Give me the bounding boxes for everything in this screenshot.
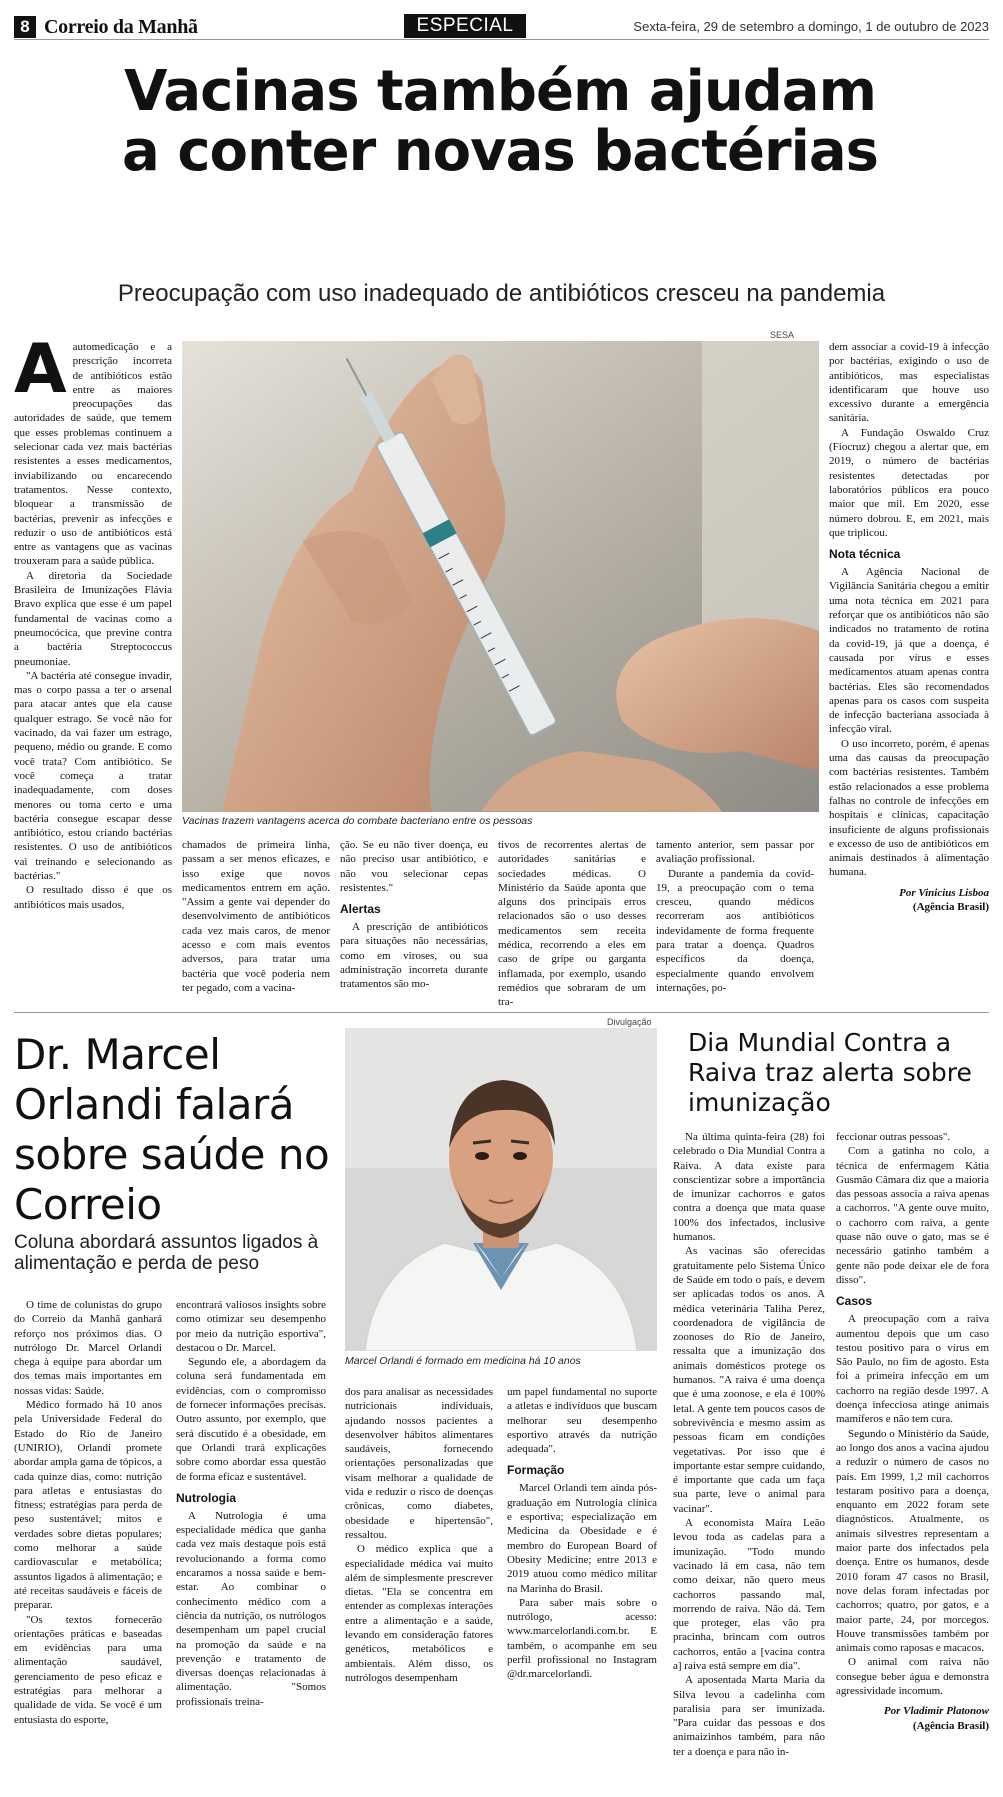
story1-column-6 xyxy=(829,340,989,914)
paragraph: tamento anterior, sem passar por avaliação profissional. xyxy=(656,839,814,866)
paragraph: O time de colunistas do grupo do Correio da Manhã ganhará reforço nos próximos dias. O nutrólogo Dr. Marcel Orlandi chega à equipe para abordar um dos temas mais importantes em nossas vidas: Saúde. xyxy=(14,1299,162,1397)
paragraph: ção. Se eu não tiver doença, eu não preciso usar antibiótico, e não vou selecionar cepas resistentes." xyxy=(340,839,488,894)
paragraph: O animal com raiva não consegue beber água e demonstra agressividade incomum. xyxy=(836,1656,989,1697)
paragraph: A Fundação Oswaldo Cruz (Fiocruz) chegou a alertar que, em 2019, o número de bactérias resistentes detectadas por laboratórios públicos era pouco maior que mil. Em 2020, esse número dobrou. E, em 2021, mais que triplicou. xyxy=(829,426,989,539)
paragraph: "A bactéria até consegue invadir, mas o corpo passa a ter o arsenal para atacar antes que ela cause qualquer estrago. Se você não for vacinado, da vai fazer um estrago, pequeno, médio ou grande. E como você trata? Com antibiótico. Se você começa a tratar inadequadamente, com doses menores ou toma certo e uma bactéria consegue escapar desse antibiótico, estou criando bactérias resistentes. O uso de antibióticos vai treinando e selecionando as bactérias." xyxy=(14,669,172,882)
issue-date: Sexta-feira, 29 de setembro a domingo, 1 de outubro de 2023 xyxy=(633,19,989,34)
paragraph: Segundo ele, a abordagem da coluna será fundamentada em evidências, com o compromisso de fornecer informações precisas. Outro assunto, por exemplo, que será discutido é a obesidade, em que Orlandi trará explicações sobre como abordar essa questão de forma eficaz e sustentável. xyxy=(176,1356,326,1483)
paragraph: automedicação e a prescrição incorreta de antibióticos estão entre as maiores preocupações das autoridades de saúde, que temem que esses problemas continuem a selecionar cada vez mais bactérias resistentes a esses medicamentos, inviabilizando ou encarecendo tratamentos. Nesse contexto, bloquear a transmissão de bactérias, prevenir as infecções e reduzir o uso de antibióticos está entre as vantagens que as vacinas trouxeram para a saúde pública. xyxy=(14,341,172,568)
photo-caption: Vacinas trazem vantagens acerca do combate bacteriano entre os pessoas xyxy=(182,815,533,827)
subheading-casos: Casos xyxy=(836,1294,873,1309)
paragraph: dem associar a covid-19 à infecção por bactérias, exigindo o uso de antibióticos, mas especialistas identificaram que houve uso excessivo durante a emergência sanitária. xyxy=(829,341,989,425)
paragraph: As vacinas são oferecidas gratuitamente pelo Sistema Único de Saúde em todo o país, e devem ser aplicadas todos os anos. A médica veterinária Taliha Perez, coordenadora de vigilância de zoonoses do Rio de Janeiro, ressalta que a imunização dos animais domésticos protege os humanos. "A raiva é uma doença que é uma zoonose, e ela é 100% letal. A gente tem poucos casos de sobrevivência e mesmo assim as pessoas ficam em condições vegetativas. Por isso que é importante estar sempre cuidando, é importante que cada um faça sua parte, leve o animal para vacinar". xyxy=(673,1245,825,1515)
main-headline: Vacinas também ajudam a conter novas bactérias xyxy=(122,59,878,184)
photo-credit: SESA xyxy=(770,330,795,340)
story1-column-4 xyxy=(498,838,646,1010)
paragraph: Na última quinta-feira (28) foi celebrado o Dia Mundial Contra a Raiva. A data existe para conscientizar sobre a importância de imunizar cachorros e gatos contra a doença que mata quase 100% dos infectados, inclusive humanos. xyxy=(673,1131,825,1244)
story1-column-1 xyxy=(14,330,172,912)
paragraph: chamados de primeira linha, passam a ser menos eficazes, e isso exige que novos medicamentos entrem em ação. "Assim a gente vai depender do desenvolvimento de antibióticos cada vez mais caros, de menor acesso e com mais eventos adversos, para tratar uma bactéria que você poderia nem ter pegado, com a vacina- xyxy=(182,839,330,994)
paragraph: "Os textos fornecerão orientações práticas e baseadas em evidências para uma alimentação saudável, gerenciamento de peso eficaz e estratégias para melhorar a qualidade de vida. Se você é um entusiasta do esporte, xyxy=(14,1613,162,1726)
agency-credit: (Agência Brasil) xyxy=(912,1719,989,1732)
paragraph: A economista Maíra Leão levou toda as cadelas para a imunização. "Todo mundo vacinado lá em casa, não tem como deixar, não quero meus cachorros passando mal, morrendo de raiva. Não dá. Tem que proteger, elas vão pra pracinha, brincam com outros cachorros, então a [vacina contra a] raiva está sempre em dia". xyxy=(673,1517,825,1672)
paragraph: um papel fundamental no suporte a atletas e indivíduos que buscam melhorar seu desempenho esportivo através da nutrição adequada". xyxy=(507,1386,657,1456)
paragraph: Médico formado há 10 anos pela Universidade Federal do Estado do Rio de Janeiro (UNIRIO), Orlandi promete abordar ampla gama de tópicos, a cada quinze dias, como: nutrição para atletas e entusiastas do fitness; estratégias para perda de peso sustentável; mitos e verdades sobre dietas populares; como melhorar a saúde cardiovascular e metabólica; assuntos ligados à alimentação; e até receitas saudáveis e fáceis de preparar. xyxy=(14,1399,162,1612)
story2-column-2 xyxy=(176,1298,326,1709)
paragraph: encontrará valiosos insights sobre como otimizar seu desempenho por meio da nutrição esportiva", destacou o Dr. Marcel. xyxy=(176,1299,326,1354)
page-header xyxy=(14,14,989,40)
orlandi-headline: Dr. Marcel Orlandi falará sobre saúde no Correio xyxy=(14,1030,330,1229)
paragraph: Segundo o Ministério da Saúde, ao longo dos anos a vacina ajudou a reduzir o número de casos no país. Em 1999, 1,2 mil cachorros testaram positivo para a doença, enquanto em 2022 foram sete diagnósticos. Atualmente, os animais silvestres representam a maior parte dos infectados pela doença. Entre os humanos, desde 2010 foram 47 casos no Brasil, nove delas foram infectadas por cachorros; quatro, por gatos, e a maior parte, 24, por morcegos. Houve transmissões também por animais como raposas e macacos. xyxy=(836,1427,989,1655)
drop-cap: A xyxy=(14,330,67,409)
raiva-headline: Dia Mundial Contra a Raiva traz alerta sobre imunização xyxy=(688,1028,972,1117)
subheading-nota-tecnica: Nota técnica xyxy=(829,547,901,562)
agency-credit: (Agência Brasil) xyxy=(912,900,989,913)
paragraph: Com a gatinha no colo, a técnica de enfermagem Kátia Gusmão Câmara diz que a maioria das pessoas associa a raiva apenas a cachorros. "A gente ouve muito, o cachorro com raiva, a gente quase não ouve o gato, mas se é necessário gatinho também a gente não pode deixar ele de fora disso". xyxy=(836,1145,989,1286)
paragraph: tivos de recorrentes alertas de autoridades sanitárias e sociedades médicas. O Ministério da Saúde aponta que alguns dos principais erros relacionados são o uso desses medicamentos sem receita médica, recorrendo a eles em caso de gripe ou garganta inflamada, por exemplo, usando remédios que sobraram de um tra- xyxy=(498,839,646,1009)
photo-caption: Marcel Orlandi é formado em medicina há 10 anos xyxy=(345,1355,581,1367)
story3-column-1 xyxy=(673,1130,825,1759)
orlandi-subhead: Coluna abordará assuntos ligados à alimentação e perda de peso xyxy=(14,1232,319,1274)
photo-credit: Divulgação xyxy=(607,1017,652,1027)
section-label: ESPECIAL xyxy=(404,14,526,38)
paragraph: Para saber mais sobre o nutrólogo, acesso: www.marcelorlandi.com.br. E também, o acompanhe em seu perfil profissional no Instagram @dr.marcelorlandi. xyxy=(507,1596,657,1681)
portrait-illustration xyxy=(345,1028,657,1351)
paragraph: Marcel Orlandi tem ainda pós-graduação em Nutrologia clínica e esportiva; especialização em Medicina da Obesidade e é membro do European Board of Obesity Medicine; entre 2013 e 2019 atuou como médico militar na Marinha do Brasil. xyxy=(507,1482,657,1595)
paragraph: O uso incorreto, porém, é apenas uma das causas da preocupação com bactérias resistentes. Também estão relacionados a esse problema falhas no controle de infecções em hospitais e clínicas, capacitação insuficiente de alguns profissionais e excesso de uso de antibióticos em animais destinados à alimentação humana. xyxy=(829,737,989,879)
paragraph: dos para analisar as necessidades nutricionais individuais, ajudando nossos pacientes a desenvolver hábitos alimentares saudáveis, fornecendo orientações personalizadas que visam melhorar a qualidade de vida e reduzir o risco de doenças crônicas, como diabetes, obesidade e hipertensão", ressaltou. xyxy=(345,1386,493,1541)
main-subhead: Preocupação com uso inadequado de antibióticos cresceu na pandemia xyxy=(117,280,886,307)
byline: Por Vinicius Lisboa xyxy=(899,886,989,899)
paragraph: A preocupação com a raiva aumentou depois que um caso testou positivo para o vírus em São Paulo, no fim de agosto. Esta foi a primeira infecção em um cachorro na região desde 1997. A doença infecciosa atinge animais mamíferos e não tem cura. xyxy=(836,1313,989,1426)
subheading-formacao: Formação xyxy=(507,1463,565,1478)
paragraph: A Agência Nacional de Vigilância Sanitária chegou a emitir uma nota técnica em 2021 para reforçar que os antibióticos não são indicados no tratamento de rotina da covid-19, já que a doença, é causada por vírus e esses medicamentos atuam apenas contra bactérias. Eles são recomendados apenas para os casos com suspeita de infecção bacteriana associada à infecção viral. xyxy=(829,566,989,736)
subheading-alertas: Alertas xyxy=(340,902,381,917)
paragraph: O resultado disso é que os antibióticos mais usados, xyxy=(14,884,172,911)
story1-column-2 xyxy=(182,838,330,995)
story2-column-4 xyxy=(507,1385,657,1682)
paragraph: Durante a pandemia da covid-19, a preocupação com o tema cresceu, quando médicos recorreram aos antibióticos indevidamente de forma frequente para tratar a doença. Quadros específicos da doença, especialmente quando envolvem internações, po- xyxy=(656,867,814,994)
subheading-nutrologia: Nutrologia xyxy=(176,1490,236,1505)
page-number: 8 xyxy=(14,16,36,38)
byline: Por Vladimir Platonow xyxy=(883,1705,989,1718)
vaccine-syringe-photo xyxy=(182,341,819,812)
paragraph: O médico explica que a especialidade médica vai muito além de simplesmente prescrever dietas. "Ela se concentra em entender as complexas interações entre a alimentação e a saúde, levando em consideração fatores genéticos, metabólicos e ambientais. Além disso, os nutrólogos desempenham xyxy=(345,1543,493,1684)
syringe-illustration xyxy=(182,341,819,812)
paragraph: A aposentada Marta Maria da Silva levou a cadelinha com paralisia para ser imunizada. "Para cuidar das pessoas e dos animaizinhos também, para não ter a doença e para não in- xyxy=(673,1674,825,1758)
paragraph: A diretoria da Sociedade Brasileira de Imunizações Flávia Bravo explica que esse é um papel fundamental de vacinas como a pneumocócica, que previne contra a bactéria Streptococcus pneumoniae. xyxy=(14,569,172,668)
story2-column-3 xyxy=(345,1385,493,1685)
story1-column-3 xyxy=(340,838,488,992)
story3-column-2 xyxy=(836,1130,989,1733)
section-divider xyxy=(14,1012,989,1013)
story2-column-1 xyxy=(14,1298,162,1727)
paragraph: feccionar outras pessoas". xyxy=(836,1131,951,1143)
story1-column-5 xyxy=(656,838,814,995)
paragraph: A prescrição de antibióticos para situações não necessárias, como em viroses, ou sua administração incorreta durante tratamentos são mo- xyxy=(340,921,488,991)
paragraph: A Nutrologia é uma especialidade médica que ganha cada vez mais destaque pois está revolucionando a forma como encaramos a nossa saúde e bem-estar. Ao combinar o conhecimento médico com a ciência da nutrição, os nutrólogos desempenham um papel crucial na promoção da saúde e na prevenção e tratamento de diversas doenças relacionadas à alimentação. "Somos profissionais treina- xyxy=(176,1509,326,1708)
marcel-orlandi-portrait xyxy=(345,1028,657,1351)
newspaper-name: Correio da Manhã xyxy=(44,16,198,38)
